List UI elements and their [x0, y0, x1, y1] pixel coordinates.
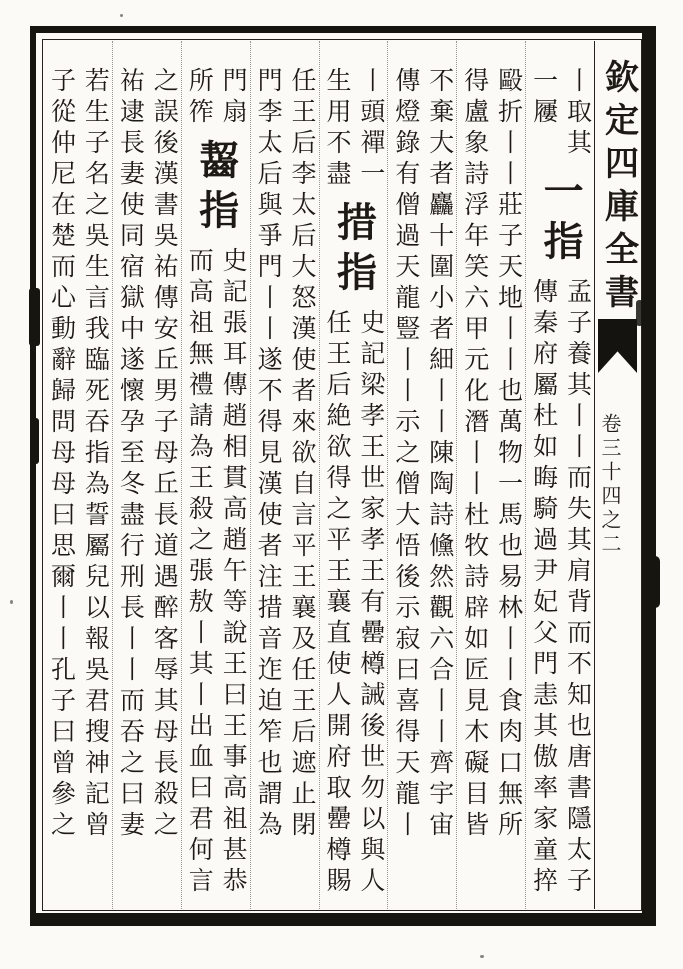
text-column-5 — [250, 41, 319, 909]
commentary-pair — [320, 309, 388, 909]
ink-blot — [636, 300, 643, 326]
entry-headword: 齧指 — [193, 139, 239, 239]
commentary-right: 若生子名之吳生言我臨死吞指為誓屬兒以報吳君搜神記曾 — [81, 67, 109, 842]
commentary-left: 祐逮長妻使同宿獄中遂懷孕至冬盡行刑長丨丨而吞之曰妻 — [116, 67, 144, 842]
commentary-right: 之誤後漢書吳祐傳安丘男子母丘長道遇醉客辱其母長殺之 — [150, 67, 178, 842]
scan-speck — [480, 955, 484, 958]
commentary-left: 傳燈錄有僧過天龍豎丨丨示之僧大悟後示寂曰喜得天龍丨 — [391, 67, 419, 842]
carryover-right: 丨頭禪一 — [356, 67, 384, 191]
commentary-left: 門李太后與爭門丨丨遂不得見漢使者注措音迮迫笮也謂為 — [254, 67, 282, 842]
commentary-left: 得盧象詩浮年笑六甲元化潛丨丨杜牧詩辟如匠見木礙目皆 — [460, 67, 488, 842]
commentary-pair — [44, 67, 112, 909]
text-column-1 — [525, 41, 594, 909]
scan-speck — [120, 14, 123, 17]
commentary-right: 任王后李太后大怒漢使者來欲自言平王襄及任王后遮止閉 — [288, 67, 316, 842]
entry-headword: 措指 — [331, 201, 377, 301]
text-area — [44, 41, 640, 909]
carryover-left: 一屨 — [529, 67, 557, 129]
carryover-pair — [182, 67, 250, 129]
carryover-left: 生用不盡 — [322, 67, 350, 191]
commentary-left: 子從仲尼在楚而心動辭歸問母母曰思爾丨丨孔子曰曾參之 — [47, 67, 75, 842]
commentary-pair — [182, 247, 250, 909]
text-column-7 — [112, 41, 181, 909]
commentary-right: 史記梁孝王世家孝王有罍樽誡後世勿以與人 — [356, 309, 384, 898]
ink-blot — [29, 288, 40, 346]
carryover-pair — [526, 67, 594, 160]
commentary-left: 而高祖無禮請為王殺之張敖丨其丨出血曰君何言 — [185, 247, 213, 898]
commentary-pair — [113, 67, 181, 909]
text-column-2 — [456, 41, 525, 909]
ink-blot — [30, 418, 39, 464]
commentary-pair — [251, 67, 319, 909]
commentary-right: 孟子養其丨丨而失其肩背而不知也唐書隱太子 — [563, 278, 591, 898]
commentary-pair — [526, 278, 594, 909]
title-column — [594, 41, 640, 909]
carryover-right: 丨取其 — [563, 67, 591, 160]
commentary-right: 不棄大者麤十圍小者細丨丨陳陶詩儵然觀六合丨丨齊宇宙 — [425, 67, 453, 842]
text-column-6 — [181, 41, 250, 909]
commentary-left: 傳秦府屬杜如晦騎過尹妃父門恚其傲率家童捽 — [529, 278, 557, 898]
text-column-3 — [387, 41, 456, 909]
text-column-8 — [44, 41, 112, 909]
carryover-pair — [320, 67, 388, 191]
commentary-pair — [388, 67, 456, 909]
commentary-right: 史記張耳傳趙相貫高趙午等說王曰王事高祖甚恭 — [219, 247, 247, 898]
book-title: 欽定四庫全書 — [599, 59, 637, 317]
carryover-right: 門扇 — [219, 67, 247, 129]
commentary-pair — [457, 67, 525, 909]
scan-speck — [10, 600, 13, 604]
carryover-left: 所筰 — [185, 67, 213, 129]
commentary-left: 任王后絶欲得之平王襄直使人開府取罍樽賜 — [322, 309, 350, 898]
entry-headword: 一指 — [538, 170, 584, 270]
commentary-right: 毆折丨丨莊子天地丨丨也萬物一馬也易林丨丨食肉口無所 — [494, 67, 522, 842]
volume-note: 卷三十四之二 — [598, 413, 620, 557]
ink-blot — [648, 556, 660, 608]
text-column-4 — [319, 41, 388, 909]
